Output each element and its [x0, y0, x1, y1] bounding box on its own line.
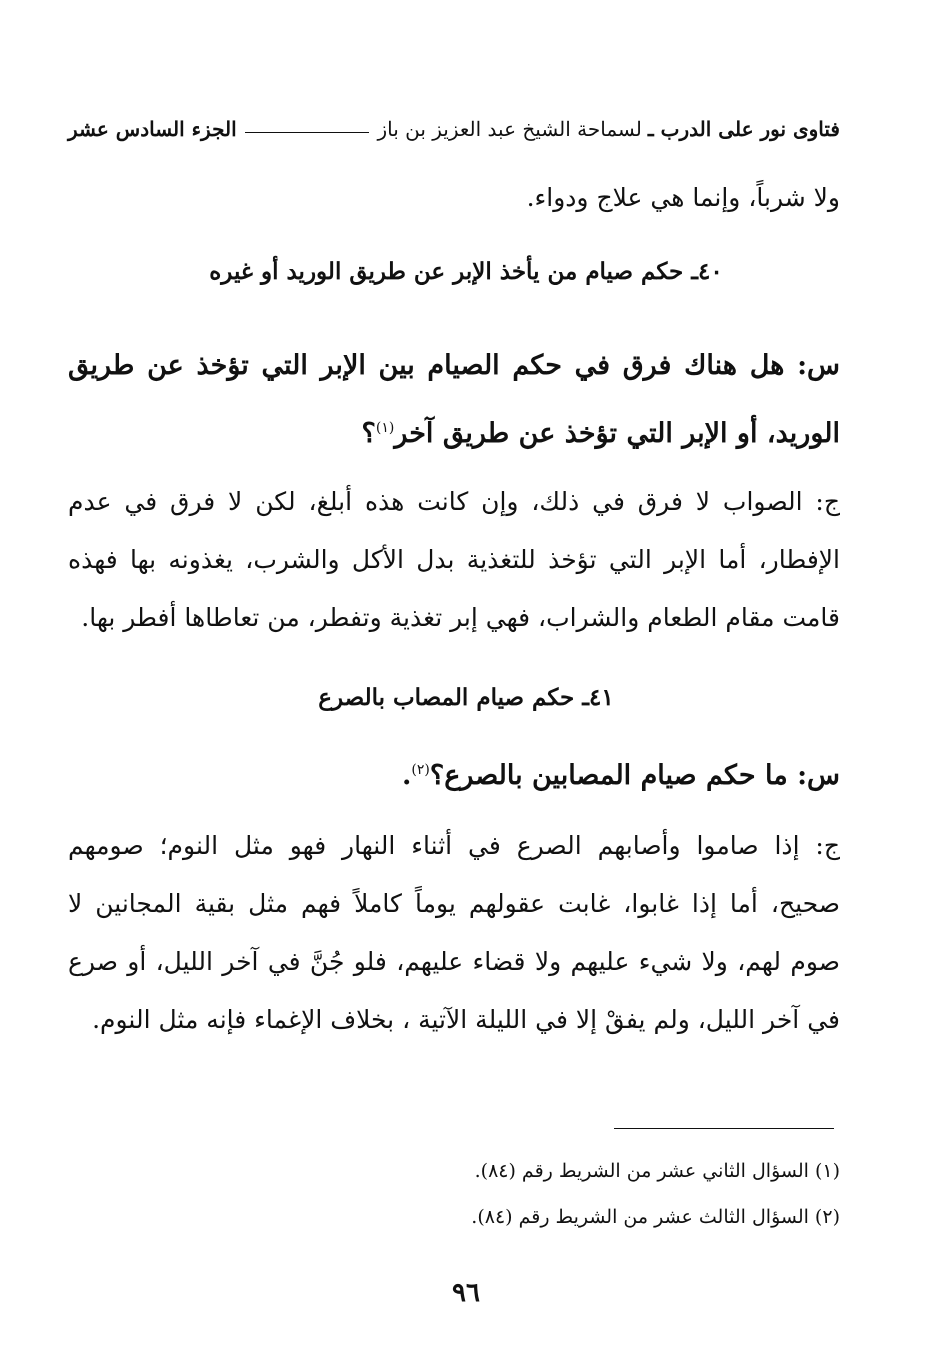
question-40-mark: ؟ [361, 418, 376, 449]
header-volume: الجزء السادس عشر [68, 117, 237, 141]
answer-40-line-2: الإفطار، أما الإبر التي تؤخذ للتغذية بدل الأكل والشرب، يغذونه بها فهذه [68, 545, 840, 574]
footnote-ref-2: (٢) [411, 762, 430, 778]
question-41-text: س: ما حكم صيام المصابين بالصرع؟ [429, 760, 840, 791]
header-book-title: فتاوى نور على الدرب ـ [647, 117, 840, 141]
question-41-line-1 [68, 750, 840, 796]
page-number: ٩٦ [452, 1278, 480, 1308]
footnote-1: (١) السؤال الثاني عشر من الشريط رقم (٨٤). [474, 1160, 840, 1182]
footnote-separator [614, 1128, 834, 1129]
answer-41-line-1: ج: إذا صاموا وأصابهم الصرع في أثناء النهار فهو مثل النوم؛ صومهم [68, 831, 840, 860]
answer-41-line-4: في آخر الليل، ولم يفقْ إلا في الليلة الآتية ، بخلاف الإغماء فإنه مثل النوم. [92, 1005, 840, 1034]
question-40-text: الوريد، أو الإبر التي تؤخذ عن طريق آخر [394, 418, 840, 449]
question-40-line-2 [68, 408, 840, 454]
section-41-title: ٤١ـ حكم صيام المصاب بالصرع [318, 684, 614, 711]
carry-over-line: ولا شرباً، وإنما هي علاج ودواء. [526, 183, 840, 212]
answer-41-line-2: صحيح، أما إذا غابوا، غابت عقولهم يوماً كاملاً فهم مثل بقية المجانين لا [68, 889, 840, 918]
answer-40-line-1: ج: الصواب لا فرق في ذلك، وإن كانت هذه أبلغ، لكن لا فرق في عدم [68, 487, 840, 516]
header-author: لسماحة الشيخ عبد العزيز بن باز [377, 117, 642, 141]
footnote-ref-1: (١) [375, 420, 395, 436]
question-40-line-1: س: هل هناك فرق في حكم الصيام بين الإبر التي تؤخذ عن طريق [68, 350, 840, 381]
footnote-2: (٢) السؤال الثالث عشر من الشريط رقم (٨٤). [471, 1206, 840, 1228]
running-header [68, 112, 840, 146]
answer-40-line-3: قامت مقام الطعام والشراب، فهي إبر تغذية وتفطر، من تعاطاها أفطر بها. [81, 603, 840, 632]
header-rule [245, 132, 370, 133]
section-40-title: ٤٠ـ حكم صيام من يأخذ الإبر عن طريق الوريد أو غيره [209, 258, 723, 285]
question-41-mark: . [402, 760, 412, 791]
answer-41-line-3: صوم لهم، ولا شيء عليهم ولا قضاء عليهم، فلو جُنَّ في آخر الليل، أو صرع [68, 947, 840, 976]
